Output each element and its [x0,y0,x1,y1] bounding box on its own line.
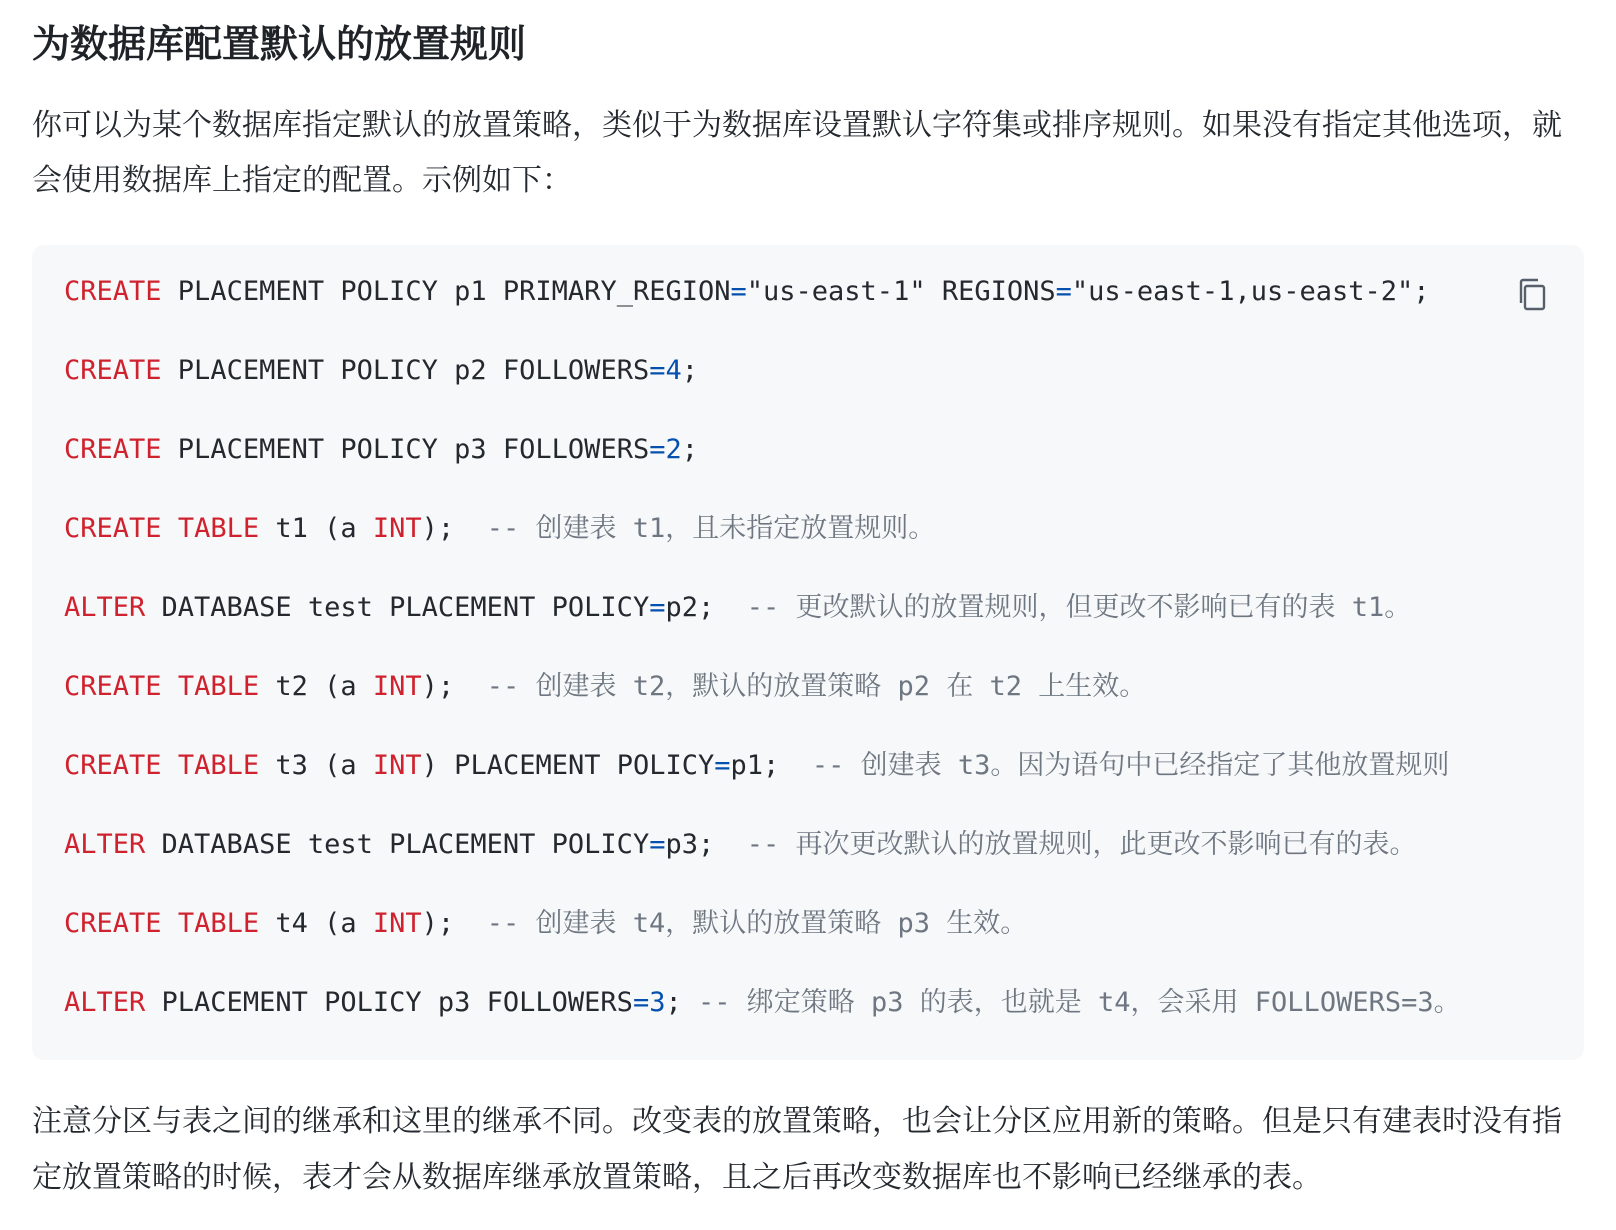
code-keyword: INT [372,750,422,781]
code-comment: -- 创建表 t3。因为语句中已经指定了其他放置规则 [811,750,1450,781]
code-block [32,245,1584,1060]
code-operator: = [730,276,747,307]
code-keyword: ALTER [64,987,146,1018]
code-keyword: CREATE [64,276,162,307]
code-text: t2 (a [259,671,373,702]
code-line [64,983,1461,1062]
code-text: "us-east-1" REGIONS [746,276,1056,307]
code-text [162,671,178,702]
code-text [162,750,178,781]
code-comment: -- 创建表 t1，且未指定放置规则。 [486,513,936,544]
code-text: ); [421,513,487,544]
code-comment: -- 绑定策略 p3 的表，也就是 t4，会采用 FOLLOWERS=3。 [697,987,1461,1018]
code-text: p1; [730,750,812,781]
code-keyword: CREATE [64,355,162,386]
code-text: p2; [665,592,747,623]
code-line [64,746,1461,825]
code-line [64,904,1461,983]
code-number: =3 [632,987,666,1018]
code-line [64,272,1461,351]
code-comment: -- 创建表 t4，默认的放置策略 p3 生效。 [486,908,1028,939]
code-keyword: TABLE [177,908,260,939]
code-comment: -- 再次更改默认的放置规则，此更改不影响已有的表。 [746,829,1417,860]
code-text: t1 (a [259,513,373,544]
code-operator: = [1055,276,1072,307]
code-keyword: CREATE [64,513,162,544]
code-keyword: TABLE [177,671,260,702]
code-number: =2 [649,434,682,465]
code-text: DATABASE test PLACEMENT POLICY [145,592,650,623]
code-keyword: TABLE [177,750,260,781]
code-line [64,430,1461,509]
code-text: ; [681,355,698,386]
intro-paragraph: 你可以为某个数据库指定默认的放置策略，类似于为数据库设置默认字符集或排序规则。如果没有指定其他选项，就会使用数据库上指定的配置。示例如下： [32,108,1562,198]
code-keyword: ALTER [64,829,146,860]
code-operator: = [714,750,731,781]
code-keyword: ALTER [64,592,146,623]
code-operator: = [649,829,666,860]
code-line [64,588,1461,667]
code-number: =4 [649,355,682,386]
code-line [64,825,1461,904]
code-keyword: CREATE [64,750,162,781]
code-text: t3 (a [259,750,373,781]
code-text: PLACEMENT POLICY p3 FOLLOWERS [145,987,633,1018]
code-text: t4 (a [259,908,373,939]
code-keyword: CREATE [64,434,162,465]
code-text: PLACEMENT POLICY p1 PRIMARY_REGION [161,276,731,307]
code-text: PLACEMENT POLICY p3 FOLLOWERS [161,434,650,465]
code-line [64,509,1461,588]
code-keyword: TABLE [177,513,260,544]
copy-icon [1516,278,1548,312]
code-text: ) PLACEMENT POLICY [421,750,715,781]
code-line [64,667,1461,746]
code-comment: -- 创建表 t2，默认的放置策略 p2 在 t2 上生效。 [486,671,1147,702]
code-keyword: INT [372,671,422,702]
code-text: PLACEMENT POLICY p2 FOLLOWERS [161,355,650,386]
code-keyword: CREATE [64,671,162,702]
section-heading: 为数据库配置默认的放置规则 [32,22,527,66]
code-text: DATABASE test PLACEMENT POLICY [145,829,650,860]
code-comment: -- 更改默认的放置规则，但更改不影响已有的表 t1。 [746,592,1412,623]
copy-button[interactable] [1512,275,1552,315]
outro-paragraph: 注意分区与表之间的继承和这里的继承不同。改变表的放置策略，也会让分区应用新的策略。但是只有建表时没有指定放置策略的时候，表才会从数据库继承放置策略，且之后再改变数据库也不影响已经继承的表。 [32,1104,1562,1195]
code-lines [64,272,1461,1062]
code-keyword: INT [372,908,422,939]
code-keyword: CREATE [64,908,162,939]
code-text: ; [665,987,698,1018]
code-text: ); [421,671,487,702]
code-keyword: INT [372,513,422,544]
code-text [162,908,178,939]
code-line [64,351,1461,430]
code-text: ; [681,434,698,465]
code-text: p3; [665,829,747,860]
code-operator: = [649,592,666,623]
code-text [162,513,178,544]
code-text: ); [421,908,487,939]
code-text: "us-east-1,us-east-2"; [1071,276,1430,307]
